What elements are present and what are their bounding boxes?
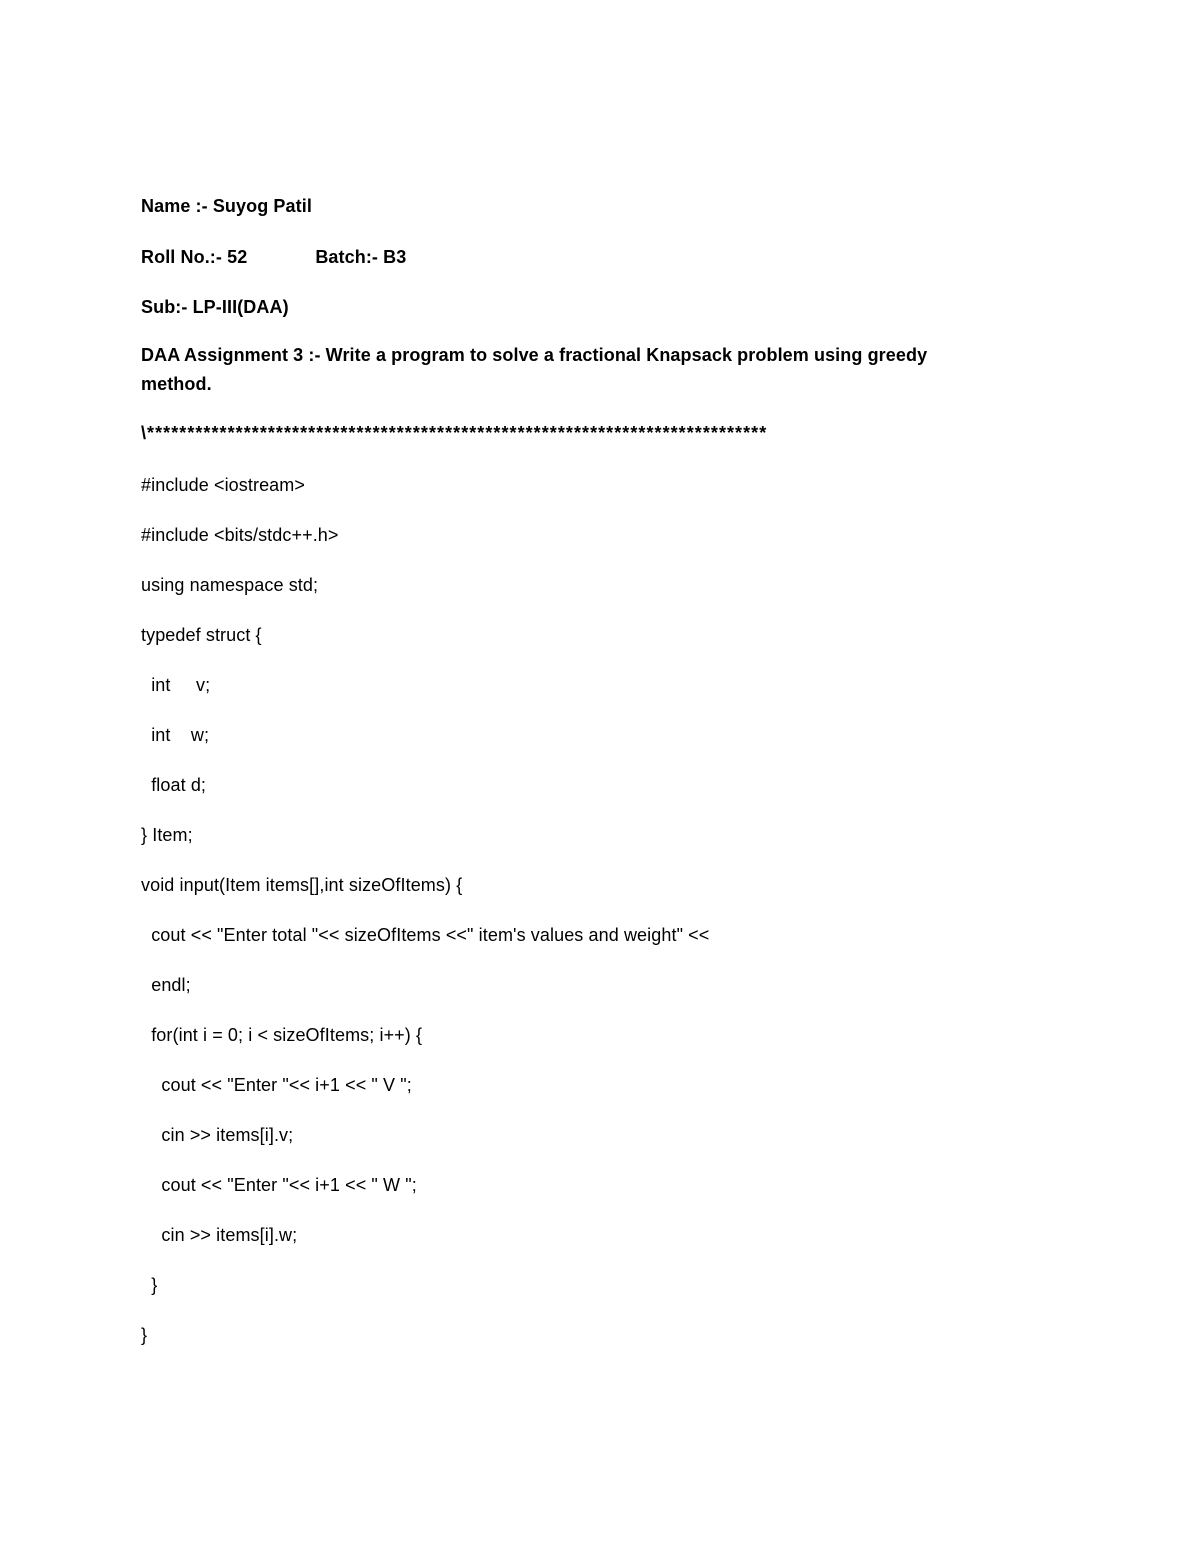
code-line: void input(Item items[],int sizeOfItems) { [141, 875, 463, 895]
roll-batch-row [141, 245, 406, 269]
code-line: cout << "Enter total "<< sizeOfItems <<" item's values and weight" << [141, 925, 710, 945]
code-line: int v; [141, 675, 211, 695]
code-line: } [141, 1325, 148, 1345]
code-line: cin >> items[i].w; [141, 1225, 298, 1245]
code-line: float d; [141, 775, 207, 795]
code-line: cin >> items[i].v; [141, 1125, 294, 1145]
code-line: typedef struct { [141, 625, 262, 645]
assignment-title: DAA Assignment 3 :- Write a program to solve a fractional Knapsack problem using greedy method. [141, 345, 928, 394]
code-line: using namespace std; [141, 575, 319, 595]
student-name: Name :- Suyog Patil [141, 196, 312, 216]
code-line: int w; [141, 725, 210, 745]
code-line: #include <bits/stdc++.h> [141, 525, 339, 545]
code-line: } [141, 1275, 158, 1295]
batch: Batch:- B3 [315, 247, 407, 267]
subject: Sub:- LP-III(DAA) [141, 297, 289, 317]
roll-number: Roll No.:- 52 [141, 247, 248, 267]
code-line: for(int i = 0; i < sizeOfItems; i++) { [141, 1025, 423, 1045]
code-line: endl; [141, 975, 191, 995]
code-line: cout << "Enter "<< i+1 << " V "; [141, 1075, 412, 1095]
code-line: #include <iostream> [141, 475, 305, 495]
code-line: cout << "Enter "<< i+1 << " W "; [141, 1175, 417, 1195]
code-line: } Item; [141, 825, 193, 845]
separator-line: \***************************************************************************** [141, 423, 768, 443]
